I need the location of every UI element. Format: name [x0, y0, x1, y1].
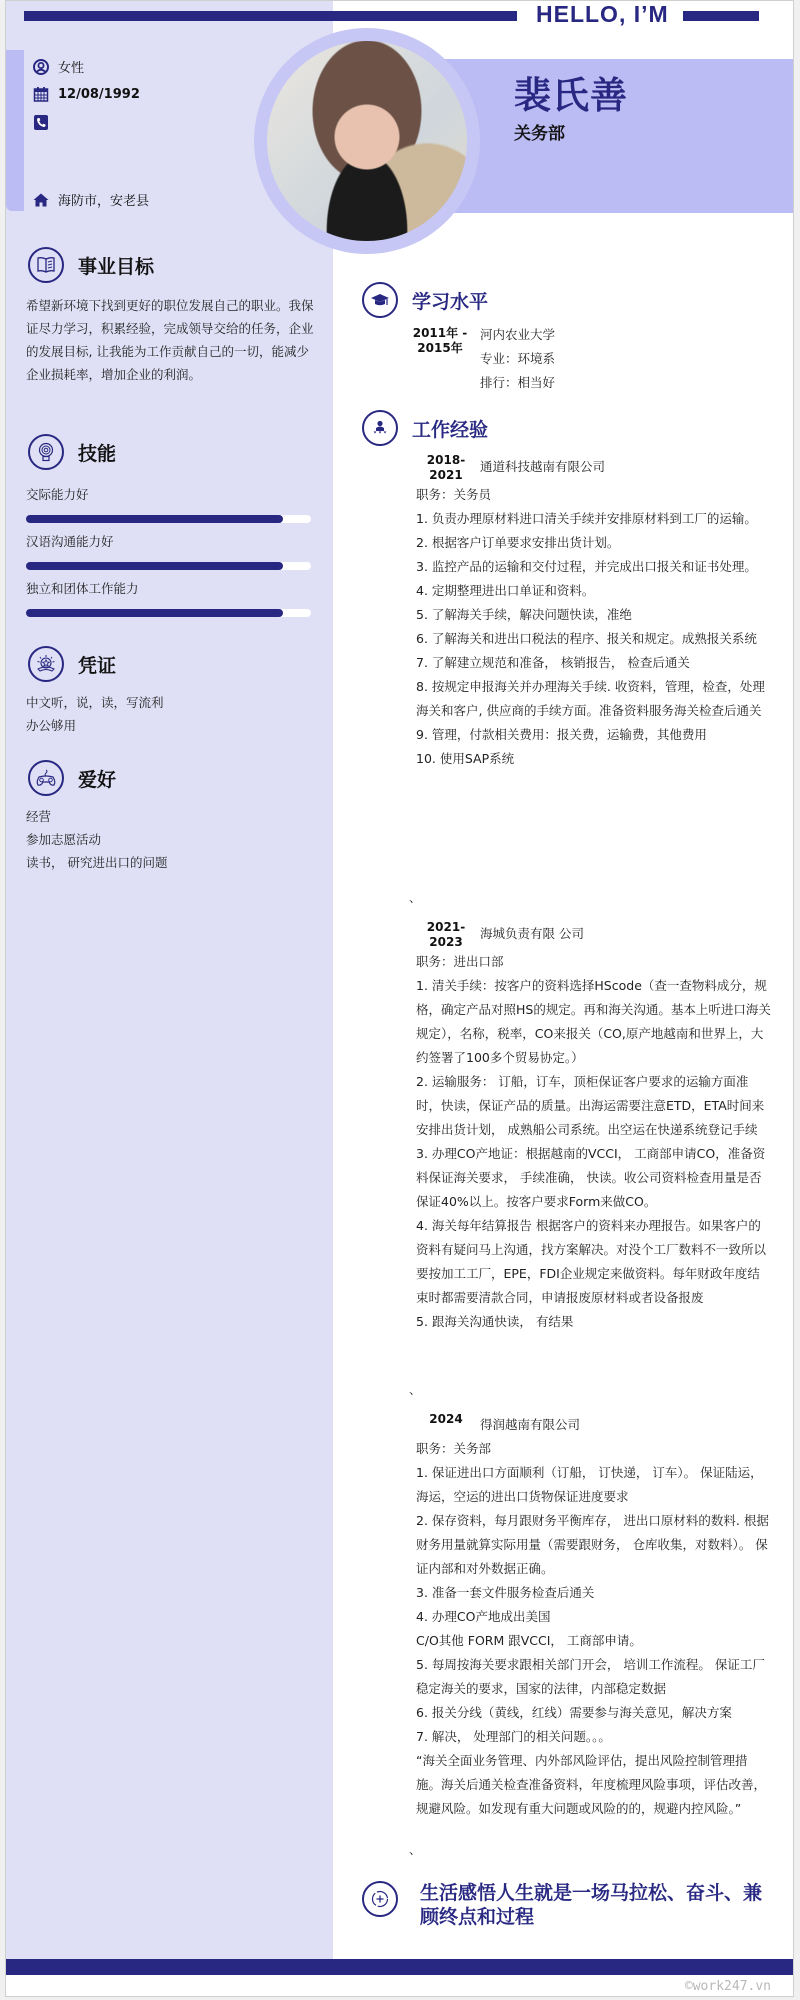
employee-icon — [362, 410, 398, 446]
job-year-end: 2021 — [429, 468, 463, 482]
separator-mark: 、 — [409, 1383, 422, 1397]
education-details — [480, 323, 555, 395]
job-duty: 4. 定期整理进出口单证和资料。 — [416, 583, 595, 598]
calendar-icon — [32, 85, 50, 103]
list-item: 参加志愿活动 — [26, 832, 102, 847]
skill-item — [26, 531, 316, 570]
job-description — [416, 483, 772, 771]
job-years — [416, 1412, 476, 1427]
job-duty: 1. 保证进出口方面顺利（订船， 订快递， 订车）。 保证陆运，海运，空运的进出口货物保证进度要求 — [416, 1465, 763, 1504]
education-year-end: 2015年 — [417, 341, 463, 355]
job-duty: 4. 办理CO产地成出美国 — [416, 1609, 551, 1624]
job-duty: 7. 解决， 处理部门的相关问题。。。 — [416, 1729, 611, 1744]
job-duty: 4. 海关每年结算报告 根据客户的资料来办理报告。如果客户的资料有疑问马上沟通，找方案解决。对没个工厂数料不一致所以要按加工工厂，EPE，FDI企业规定来做资料。每年财政年度结束时都需要清款合同，申请报废原材料或者设备报废 — [416, 1218, 767, 1305]
job-company: 海城负责有限 公司 — [480, 926, 584, 941]
award-icon — [28, 646, 64, 682]
gamepad-icon — [28, 760, 64, 796]
job-duty: 3. 监控产品的运输和交付过程，并完成出口报关和证书处理。 — [416, 559, 757, 574]
life-motto: 生活感悟人生就是一场马拉松、奋斗、兼顾终点和过程 — [420, 1882, 763, 1928]
section-title: 工作经验 — [412, 418, 489, 441]
candidate-job-title: 关务部 — [514, 124, 565, 144]
job-position: 职务：关务员 — [416, 487, 492, 502]
separator-mark: 、 — [409, 1843, 422, 1857]
lightbulb-icon — [28, 434, 64, 470]
skill-bar-fill — [26, 609, 283, 617]
plus-circle-icon — [362, 1881, 398, 1917]
job-duty: 1. 负责办理原材料进口清关手续并安排原材料到工厂的运输。 — [416, 511, 757, 526]
objective-text: 希望新环境下找到更好的职位发展自己的职业。我保证尽力学习，积累经验，完成领导交给的任务，企业的发展目标, 让我能为工作贡献自己的一切，能减少企业损耗率，增加企业的利润。 — [26, 298, 314, 382]
section-objective-header — [28, 247, 154, 283]
home-icon — [32, 191, 50, 209]
list-item: 办公够用 — [26, 718, 77, 733]
graduation-cap-icon — [362, 282, 398, 318]
job-duty: 3. 准备一套文件服务检查后通关 — [416, 1585, 595, 1600]
skill-label: 汉语沟通能力好 — [26, 534, 114, 549]
avatar — [267, 41, 467, 241]
skill-bar — [26, 562, 311, 570]
job-duty: 2. 保存资料，每月跟财务平衡库存， 进出口原材料的数料. 根据财务用量就算实际用量（需要跟财务， 仓库收集，对数料）。 保证内部和对外数据正确。 — [416, 1513, 769, 1576]
job-position: 职务：进出口部 — [416, 954, 504, 969]
certificates-list — [26, 691, 316, 737]
footer-bar — [6, 1959, 794, 1975]
user-icon — [32, 58, 50, 76]
skill-bar-fill — [26, 562, 283, 570]
phone-icon — [32, 113, 50, 131]
education-rank: 排行：相当好 — [480, 375, 556, 390]
job-description — [416, 1437, 772, 1821]
job-year-start: 2024 — [429, 1412, 463, 1426]
contact-accent-bar — [6, 50, 24, 211]
section-title: 事业目标 — [78, 255, 155, 278]
job-duty: 6. 了解海关和进出口税法的程序、报关和规定。成熟报关系统 — [416, 631, 757, 646]
job-duty: “海关全面业务管理、内外部风险评估，提出风险控制管理措施。海关后通关检查准备资料，年度梳理风险事项，评估改善，规避风险。如发现有重大问题或风险的的，规避内控风险。” — [416, 1753, 767, 1816]
section-title: 凭证 — [78, 654, 117, 677]
skill-item — [26, 484, 316, 523]
section-title: 技能 — [78, 442, 117, 465]
job-duty: 1. 清关手续：按客户的资料选择HScode（查一查物料成分，规格，确定产品对照HS的规定。再和海关沟通。基本上听进口海关规定），名称，税率，CO来报关（CO,原产地越南和世界上，大约签署了100多个贸易协定。） — [416, 978, 771, 1065]
job-year-start: 2021- — [426, 920, 466, 934]
education-year-start: 2011年 - — [412, 326, 468, 340]
job-year-start: 2018- — [426, 453, 466, 467]
contact-gender — [32, 57, 84, 76]
job-company: 通道科技越南有限公司 — [480, 459, 606, 474]
skill-bar — [26, 609, 311, 617]
gender-value: 女性 — [58, 61, 85, 76]
skill-label: 交际能力好 — [26, 487, 89, 502]
job-duty: 9. 管理，付款相关费用：报关费，运输费，其他费用 — [416, 727, 707, 742]
separator-mark: 、 — [409, 891, 422, 905]
education-school: 河内农业大学 — [480, 327, 556, 342]
job-duty: 6. 报关分线（黄线，红线）需要参与海关意见，解决方案 — [416, 1705, 732, 1720]
copyright-text: ©work247.vn — [684, 1979, 771, 1994]
job-duty: 7. 了解建立规范和准备， 核销报告， 检查后通关 — [416, 655, 690, 670]
job-duty: 5. 跟海关沟通快读， 有结果 — [416, 1314, 574, 1329]
contact-phone — [32, 113, 58, 131]
candidate-name: 裴氏善 — [514, 74, 628, 117]
job-duty: 2. 运输服务： 订船，订车，顶柜保证客户要求的运输方面准时，快读，保证产品的质量。出海运需要注意ETD，ETA时间来安排出货计划， 成熟船公司系统。出空运在快递系统登记手续 — [416, 1074, 765, 1137]
address-value: 海防市，安老县 — [58, 194, 150, 209]
job-duty: 5. 了解海关手续，解决问题快读，准绝 — [416, 607, 632, 622]
header-rule-left — [24, 11, 517, 21]
section-hobbies-header — [28, 760, 116, 796]
list-item: 经营 — [26, 809, 52, 824]
header-rule-right — [683, 11, 759, 21]
book-icon — [28, 247, 64, 283]
skill-item — [26, 578, 316, 617]
contact-birthday — [32, 85, 140, 103]
resume-page — [5, 0, 794, 1997]
list-item: 读书， 研究进出口的问题 — [26, 855, 168, 870]
contact-address — [32, 190, 149, 209]
list-item: 中文听，说，读，写流利 — [26, 695, 164, 710]
job-duty: 2. 根据客户订单要求安排出货计划。 — [416, 535, 620, 550]
skill-bar — [26, 515, 311, 523]
job-position: 职务：关务部 — [416, 1441, 492, 1456]
birthday-value: 12/08/1992 — [58, 86, 140, 102]
job-year-end: 2023 — [429, 935, 463, 949]
section-education-header — [362, 282, 488, 318]
skill-bar-fill — [26, 515, 283, 523]
job-description — [416, 950, 772, 1334]
section-title: 学习水平 — [412, 290, 489, 313]
job-duty: 10. 使用SAP系统 — [416, 751, 515, 766]
job-duty: 8. 按规定申报海关并办理海关手续. 收资料，管理，检查，处理海关和客户, 供应商的手续方面。准备资料服务海关检查后通关 — [416, 679, 765, 718]
section-skills-header — [28, 434, 116, 470]
job-company: 得润越南有限公司 — [480, 1417, 581, 1432]
skill-label: 独立和团体工作能力 — [26, 581, 139, 596]
section-title: 爱好 — [78, 768, 117, 791]
job-duty: 5. 每周按海关要求跟相关部门开会， 培训工作流程。 保证工厂稳定海关的要求，国家的法律，内部稳定数据 — [416, 1657, 765, 1696]
job-duty: C/O其他 FORM 跟VCCI， 工商部申请。 — [416, 1633, 642, 1648]
motto-icon-wrap — [362, 1881, 398, 1917]
greeting-heading: HELLO, I’M — [536, 1, 669, 27]
section-experience-header — [362, 410, 488, 446]
job-years — [416, 920, 476, 950]
job-years — [416, 453, 476, 483]
job-duty: 3. 办理CO产地证：根据越南的VCCI， 工商部申请CO，准备资料保证海关要求， 手续准确， 快读。收公司资料检查用量是否保证40%以上。按客户要求Form来做CO。 — [416, 1146, 766, 1209]
education-years — [410, 326, 470, 356]
section-certificates-header — [28, 646, 116, 682]
education-major: 专业：环境系 — [480, 351, 556, 366]
hobbies-list — [26, 805, 316, 874]
